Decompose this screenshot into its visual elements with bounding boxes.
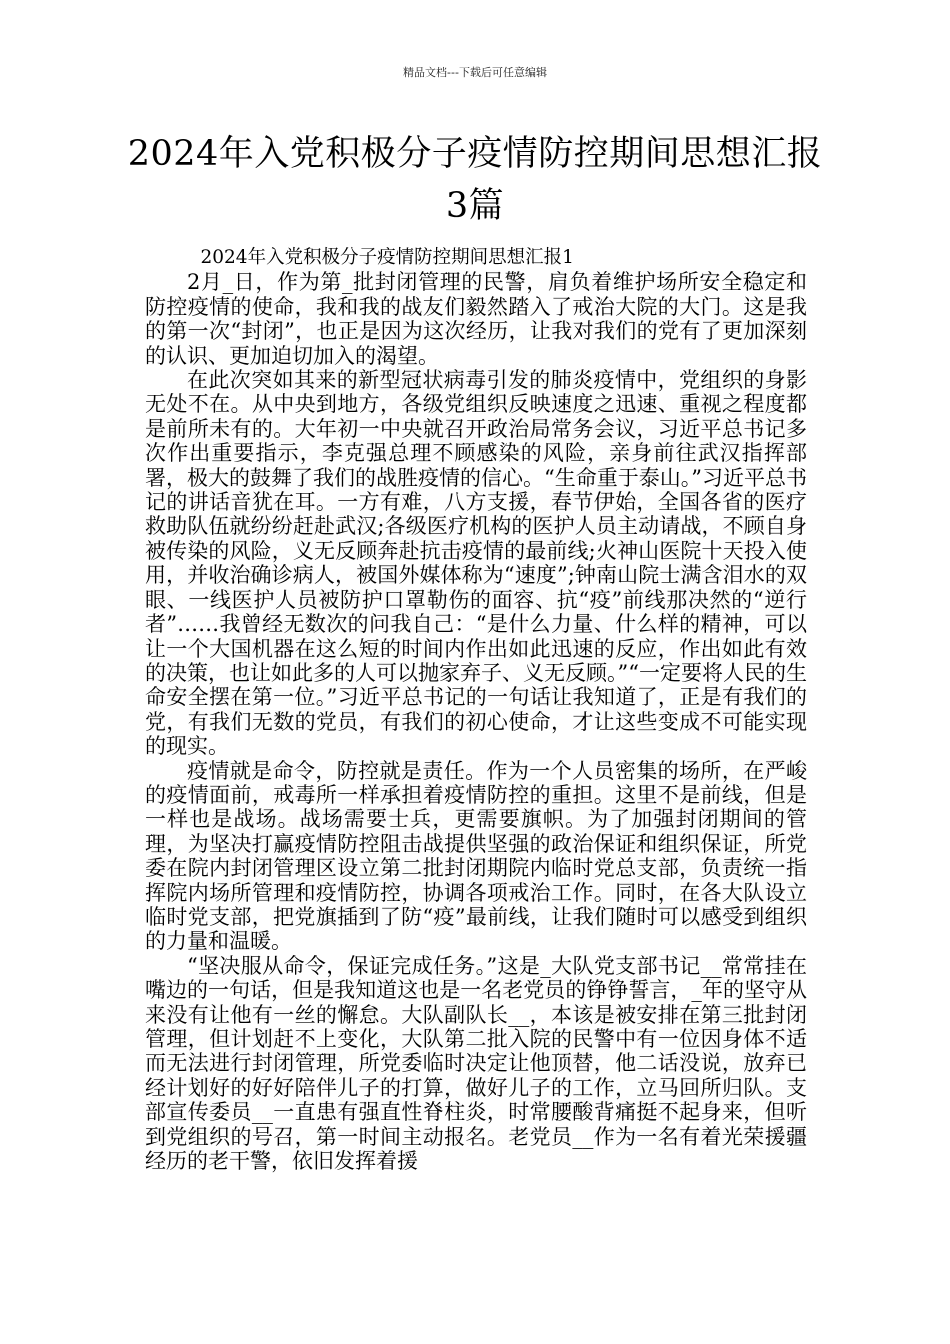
document-body <box>145 246 807 1173</box>
paragraph: “坚决服从命令，保证完成任务。”这是_大队党支部书记__常常挂在嘴边的一句话，但是我知道这也是一名老党员的铮铮誓言，_年的坚守从来没有让他有一丝的懈怠。大队副队长__，本该是被安排在第三批封闭管理，但计划赶不上变化，大队第二批入院的民警中有一位因身体不适而无法进行封闭管理，所党委临时决定让他顶替，他二话没说，放弃已经计划好的好好陪伴儿子的打算，做好儿子的工作，立马回所归队。支部宣传委员__一直患有强直性脊柱炎，时常腰酸背痛挺不起身来，但听到党组织的号召，第一时间主动报名。老党员__作为一名有着光荣援疆经历的老干警，依旧发挥着援 <box>145 953 807 1174</box>
document-title: 2024年入党积极分子疫情防控期间思想汇报3篇 <box>127 134 823 226</box>
paragraph: 在此次突如其来的新型冠状病毒引发的肺炎疫情中，党组织的身影无处不在。从中央到地方，各级党组织反映速度之迅速、重视之程度都是前所未有的。大年初一中央就召开政治局常务会议，习近平总书记多次作出重要指示，李克强总理不顾感染的风险，亲身前往武汉指挥部署，极大的鼓舞了我们的战胜疫情的信心。“生命重于泰山。”习近平总书记的讲话音犹在耳。一方有难，八方支援，春节伊始，全国各省的医疗救助队伍就纷纷赶赴武汉;各级医疗机构的医护人员主动请战，不顾自身被传染的风险，义无反顾奔赴抗击疫情的最前线;火神山医院十天投入使用，并收治确诊病人，被国外媒体称为“速度”;钟南山院士满含泪水的双眼、一线医护人员被防护口罩勒伤的面容、抗“疫”前线那决然的“逆行者”……我曾经无数次的问我自己：“是什么力量、什么样的精神，可以让一个大国机器在这么短的时间内作出如此迅速的反应，作出如此有效的决策，也让如此多的人可以抛家弃子、义无反顾。”“一定要将人民的生命安全摆在第一位。”习近平总书记的一句话让我知道了，正是有我们的党，有我们无数的党员，有我们的初心使命，才让这些变成不可能实现的现实。 <box>145 368 807 759</box>
paragraph: 2月_日，作为第_批封闭管理的民警，肩负着维护场所安全稳定和防控疫情的使命，我和我的战友们毅然踏入了戒治大院的大门。这是我的第一次“封闭”，也正是因为这次经历，让我对我们的党有了更加深刻的认识、更加迫切加入的渴望。 <box>145 270 807 368</box>
header-note: 精品文档---下载后可任意编辑 <box>403 66 547 79</box>
paragraph: 疫情就是命令，防控就是责任。作为一个人员密集的场所，在严峻的疫情面前，戒毒所一样承担着疫情防控的重担。这里不是前线，但是一样也是战场。战场需要士兵，更需要旗帜。为了加强封闭期间的管理，为坚决打赢疫情防控阻击战提供坚强的政治保证和组织保证，所党委在院内封闭管理区设立第二批封闭期院内临时党总支部，负责统一指挥院内场所管理和疫情防控，协调各项戒治工作。同时，在各大队设立临时党支部，把党旗插到了防“疫”最前线，让我们随时可以感受到组织的力量和温暖。 <box>145 758 807 954</box>
section-subtitle: 2024年入党积极分子疫情防控期间思想汇报1 <box>200 247 574 268</box>
